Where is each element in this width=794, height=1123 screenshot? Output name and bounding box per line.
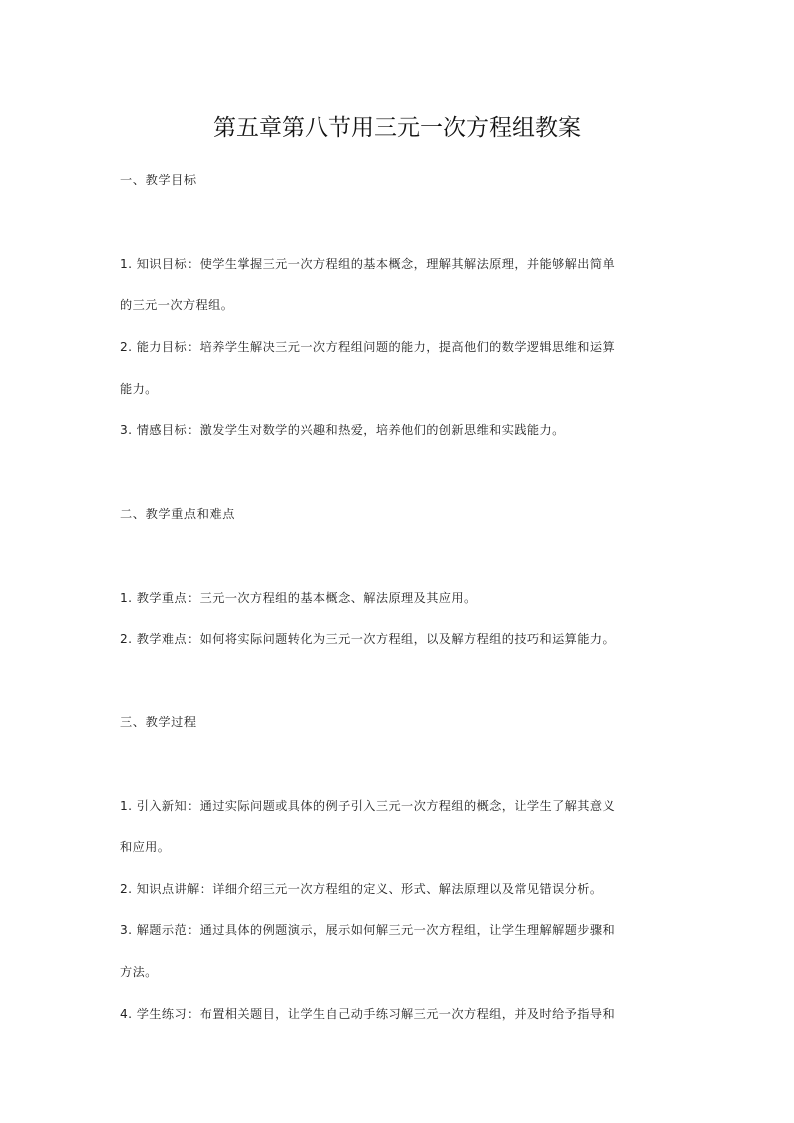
paragraph-line: 4. 学生练习：布置相关题目，让学生自己动手练习解三元一次方程组，并及时给予指导和	[120, 1007, 616, 1021]
section-heading-process: 三、教学过程	[120, 715, 197, 729]
paragraph-line: 3. 解题示范：通过具体的例题演示，展示如何解三元一次方程组，让学生理解解题步骤和	[120, 923, 616, 937]
paragraph-line: 1. 知识目标：使学生掌握三元一次方程组的基本概念，理解其解法原理，并能够解出简单	[120, 257, 616, 271]
paragraph-line: 2. 能力目标：培养学生解决三元一次方程组问题的能力，提高他们的数学逻辑思维和运算	[120, 340, 616, 354]
section-heading-objectives: 一、教学目标	[120, 173, 197, 187]
paragraph-line: 能力。	[120, 382, 158, 396]
paragraph-line: 3. 情感目标：激发学生对数学的兴趣和热爱，培养他们的创新思维和实践能力。	[120, 423, 565, 437]
paragraph-line: 2. 知识点讲解：详细介绍三元一次方程组的定义、形式、解法原理以及常见错误分析。	[120, 882, 603, 896]
paragraph-line: 2. 教学难点：如何将实际问题转化为三元一次方程组，以及解方程组的技巧和运算能力。	[120, 632, 616, 646]
paragraph-line: 1. 引入新知：通过实际问题或具体的例子引入三元一次方程组的概念，让学生了解其意义	[120, 799, 616, 813]
section-heading-key-points: 二、教学重点和难点	[120, 507, 236, 521]
document-title: 第五章第八节用三元一次方程组教案	[213, 115, 581, 141]
paragraph-line: 的三元一次方程组。	[120, 298, 234, 312]
paragraph-line: 和应用。	[120, 840, 171, 854]
paragraph-line: 1. 教学重点：三元一次方程组的基本概念、解法原理及其应用。	[120, 591, 477, 605]
paragraph-line: 方法。	[120, 965, 158, 979]
